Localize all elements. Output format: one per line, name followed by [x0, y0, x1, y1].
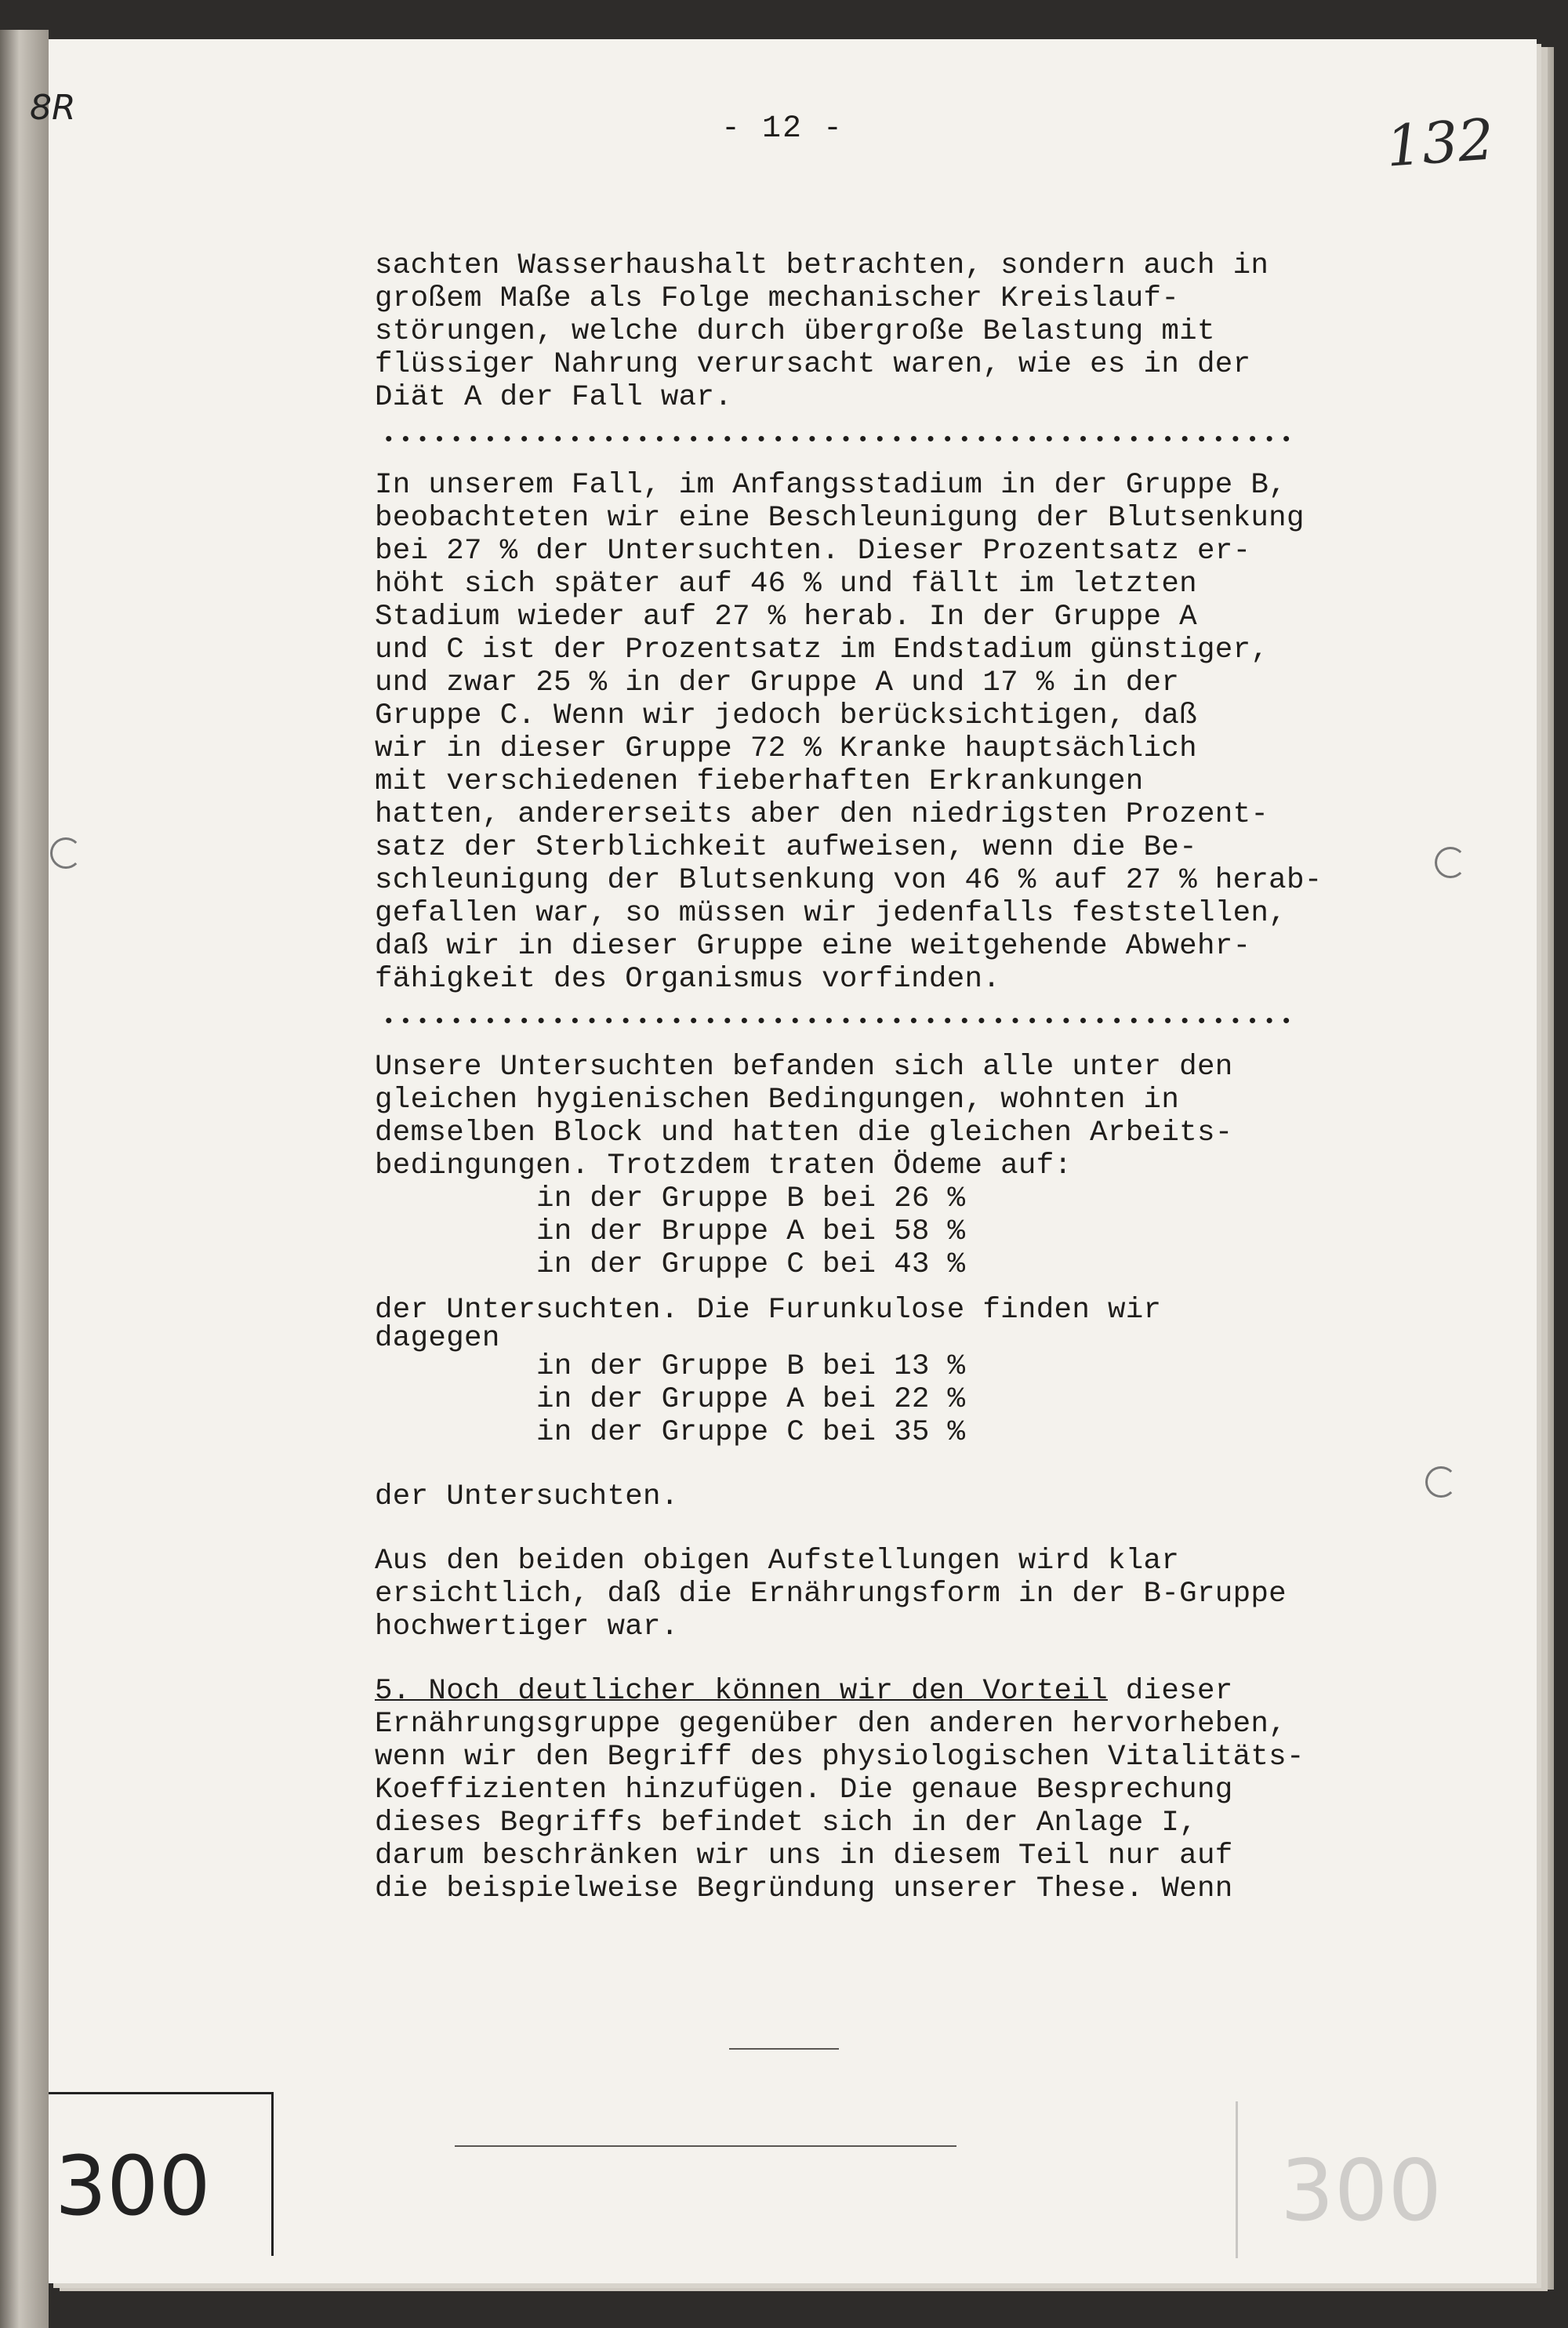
text-line: Ernährungsgruppe gegenüber den anderen hervorheben,	[375, 1708, 1287, 1741]
text-line: fähigkeit des Organismus vorfinden.	[375, 963, 1001, 996]
text-line: störungen, welche durch übergroße Belastung mit	[375, 315, 1215, 348]
paragraph-wasserhaushalt	[375, 249, 1441, 414]
text-line: schleunigung der Blutsenkung von 46 % auf 27 % herab-	[375, 864, 1323, 897]
text-line: dagegen	[375, 1322, 500, 1355]
dotted-separator: ••••••••••••••••••••••••••••••••••••••••••••••••••••••	[383, 1010, 1298, 1033]
text-line: demselben Block und hatten die gleichen Arbeits-	[375, 1117, 1233, 1149]
odeme-group-c: in der Gruppe C bei 43 %	[536, 1248, 966, 1281]
text-line: die beispielweise Begründung unserer These. Wenn	[375, 1872, 1233, 1905]
archive-stamp-left	[49, 2092, 274, 2256]
text-line: bedingungen. Trotzdem traten Ödeme auf:	[375, 1149, 1073, 1182]
dotted-separator: ••••••••••••••••••••••••••••••••••••••••••••••••••••••	[383, 428, 1298, 452]
text-line: gefallen war, so müssen wir jedenfalls feststellen,	[375, 897, 1287, 930]
archive-stamp-right-faded	[1236, 2101, 1465, 2258]
text-line: ersichtlich, daß die Ernährungsform in der B-Gruppe	[375, 1578, 1287, 1611]
text-line: wir in dieser Gruppe 72 % Kranke hauptsächlich	[375, 732, 1197, 765]
punch-hole-left	[50, 837, 82, 869]
typed-text-body	[375, 249, 1441, 1905]
text-line: der Untersuchten. Die Furunkulose finden wir	[375, 1294, 1162, 1327]
paragraph-vitalitaet	[375, 1675, 1441, 1905]
handwritten-folio-number: 132	[1384, 106, 1497, 180]
underlined-heading: 5. Noch deutlicher können wir den Vorteil	[375, 1675, 1108, 1708]
paragraph-blutsenkung	[375, 469, 1441, 996]
text-line: dieses Begriffs befindet sich in der Anlage I,	[375, 1807, 1197, 1840]
text-fragment: dieser	[1107, 1675, 1233, 1708]
furunkulose-group-c: in der Gruppe C bei 35 %	[536, 1416, 966, 1449]
text-line: In unserem Fall, im Anfangsstadium in der Gruppe B,	[375, 469, 1287, 502]
text-line: und zwar 25 % in der Gruppe A und 17 % in der	[375, 666, 1180, 699]
margin-note: 8R	[30, 88, 76, 128]
paragraph-odeme	[375, 1051, 1441, 1513]
furunkulose-group-a: in der Gruppe A bei 22 %	[536, 1383, 966, 1416]
footer-rule-upper	[729, 2048, 839, 2050]
text-line: Stadium wieder auf 27 % herab. In der Gruppe A	[375, 601, 1197, 634]
text-line: daß wir in dieser Gruppe eine weitgehende Abwehr-	[375, 930, 1251, 963]
text-line	[375, 1675, 1441, 1708]
text-line: hatten, andererseits aber den niedrigsten Prozent-	[375, 798, 1269, 831]
text-line: flüssiger Nahrung verursacht waren, wie es in der	[375, 348, 1251, 381]
text-line: darum beschränken wir uns in diesem Teil nur auf	[375, 1840, 1233, 1872]
furunkulose-group-b: in der Gruppe B bei 13 %	[536, 1350, 966, 1383]
text-line: Koeffizienten hinzufügen. Die genaue Besprechung	[375, 1774, 1233, 1807]
odeme-group-a: in der Bruppe A bei 58 %	[536, 1215, 966, 1248]
text-line: beobachteten wir eine Beschleunigung der Blutsenkung	[375, 502, 1305, 535]
text-line: höht sich später auf 46 % und fällt im letzten	[375, 568, 1197, 601]
text-line: hochwertiger war.	[375, 1611, 679, 1643]
odeme-group-b: in der Gruppe B bei 26 %	[536, 1182, 966, 1215]
binder-spine	[0, 30, 49, 2328]
stamp-number-faded: 300	[1280, 2142, 1443, 2240]
text-line: wenn wir den Begriff des physiologischen Vitalitäts-	[375, 1741, 1305, 1774]
stacked-page-edges	[1537, 47, 1554, 2290]
text-line: der Untersuchten.	[375, 1480, 679, 1513]
paragraph-ernaehrungsform	[375, 1545, 1441, 1643]
text-line: großem Maße als Folge mechanischer Kreislauf-	[375, 282, 1180, 315]
text-line: satz der Sterblichkeit aufweisen, wenn die Be-	[375, 831, 1197, 864]
text-line: Unsere Untersuchten befanden sich alle unter den	[375, 1051, 1233, 1084]
text-line: bei 27 % der Untersuchten. Dieser Prozentsatz er-	[375, 535, 1251, 568]
footer-rule-lower	[455, 2145, 956, 2147]
text-line: mit verschiedenen fieberhaften Erkrankungen	[375, 765, 1144, 798]
stamp-number: 300	[55, 2138, 211, 2234]
text-line: sachten Wasserhaushalt betrachten, sondern auch in	[375, 249, 1269, 282]
page-number: - 12 -	[721, 111, 844, 147]
text-line: Diät A der Fall war.	[375, 381, 733, 414]
text-line: und C ist der Prozentsatz im Endstadium günstiger,	[375, 634, 1269, 666]
text-line: gleichen hygienischen Bedingungen, wohnten in	[375, 1084, 1180, 1117]
text-line: Gruppe C. Wenn wir jedoch berücksichtigen, daß	[375, 699, 1197, 732]
text-line: Aus den beiden obigen Aufstellungen wird klar	[375, 1545, 1180, 1578]
